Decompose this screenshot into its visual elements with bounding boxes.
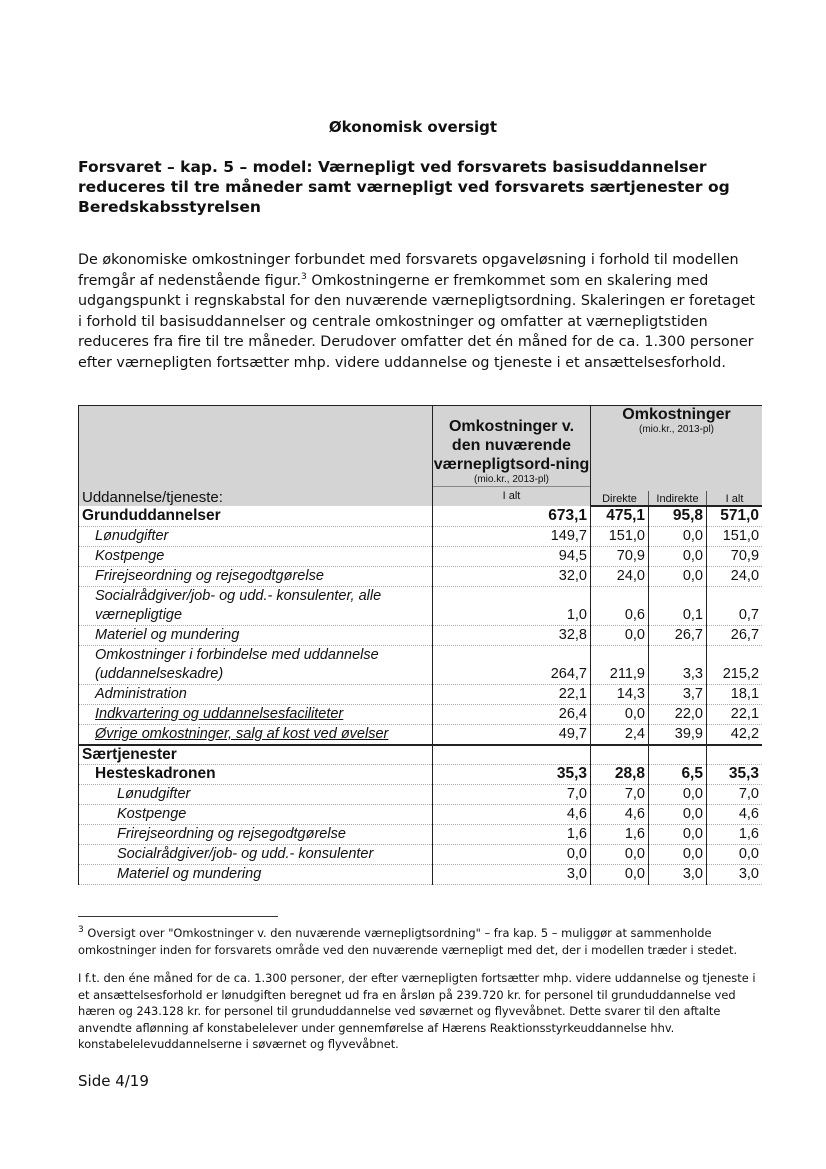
- cell-total: 22,1: [707, 704, 763, 724]
- cell-indirect: 3,3: [649, 645, 707, 684]
- cell-direct: 2,4: [591, 724, 649, 745]
- cell-indirect: 0,0: [649, 546, 707, 566]
- table-row: [79, 506, 763, 526]
- table-row: [79, 785, 763, 805]
- cell-direct: 1,6: [591, 825, 649, 845]
- cell-indirect: 0,0: [649, 785, 707, 805]
- header-model-title: Omkostninger: [622, 406, 731, 423]
- cell-total: 42,2: [707, 724, 763, 745]
- cell-current: 673,1: [433, 506, 591, 526]
- cell-indirect: 3,7: [649, 684, 707, 704]
- cell-indirect: 26,7: [649, 625, 707, 645]
- cell-direct: 0,0: [591, 845, 649, 865]
- cell-direct: 24,0: [591, 566, 649, 586]
- cell-total: 4,6: [707, 805, 763, 825]
- table-row: [79, 704, 763, 724]
- cell-total: 151,0: [707, 526, 763, 546]
- page-number: Side 4/19: [78, 1072, 149, 1090]
- cell-direct: 0,0: [591, 865, 649, 885]
- cell-indirect: 22,0: [649, 704, 707, 724]
- body-text-a: De økonomiske omkostninger forbundet med forsvarets opgaveløsning i forhold til modellen fremgår af nedenstående figur.: [78, 252, 739, 289]
- cell-direct: 4,6: [591, 805, 649, 825]
- cell-direct: 475,1: [591, 506, 649, 526]
- row-label: Materiel og mundering: [79, 625, 433, 645]
- cell-current: 32,8: [433, 625, 591, 645]
- cell-direct: 14,3: [591, 684, 649, 704]
- cell-total: 18,1: [707, 684, 763, 704]
- footnote-2: I f.t. den éne måned for de ca. 1.300 personer, der efter værnepligten fortsætter mhp. videre uddannelse og tjeneste i et ansættelsesforhold er lønudgiften beregnet ud fra en årsløn på 239.720 kr. for personel til grunduddannelse ved hæren og 243.128 kr. for personel til grunduddannelse ved søværnet og flyvevåbnet. Dette svarer til den aftalte anvendte aflønning af konstabelelever under gennemførelse af Hærens Reaktionsstyrkeuddannelse hhv. konstabelelevuddannelserne i søværnet og flyvevåbnet.: [78, 971, 756, 1051]
- table-row: [79, 625, 763, 645]
- cell-current: 4,6: [433, 805, 591, 825]
- table-row: [79, 645, 763, 684]
- cell-current: 94,5: [433, 546, 591, 566]
- cell-total: 70,9: [707, 546, 763, 566]
- cell-current: 26,4: [433, 704, 591, 724]
- row-label: Materiel og mundering: [79, 865, 433, 885]
- row-label: Administration: [79, 684, 433, 704]
- cell-indirect: 0,0: [649, 566, 707, 586]
- cell-current: 22,1: [433, 684, 591, 704]
- cell-current: [433, 745, 591, 765]
- table-row: [79, 586, 763, 625]
- row-label: Frirejseordning og rejsegodtgørelse: [79, 566, 433, 586]
- cell-total: 0,0: [707, 845, 763, 865]
- footnote-ref[interactable]: 3: [301, 271, 307, 282]
- table-row: [79, 865, 763, 885]
- cell-indirect: 0,0: [649, 845, 707, 865]
- row-label: Socialrådgiver/job- og udd.- konsulenter, alle værnepligtige: [79, 586, 433, 625]
- footnote-divider: [78, 916, 278, 917]
- cell-direct: [591, 745, 649, 765]
- footnote-1-text: Oversigt over "Omkostninger v. den nuværende værnepligtsordning" – fra kap. 5 – muliggør at sammenholde omkostninger inden for forsvarets område ved den nuværende værnepligt med det, der i modellen træder i stedet.: [78, 926, 738, 957]
- page-title: Økonomisk oversigt: [328, 118, 498, 136]
- cell-direct: 0,0: [591, 625, 649, 645]
- cell-current: 149,7: [433, 526, 591, 546]
- row-label: Kostpenge: [79, 805, 433, 825]
- header-indirect: Indirekte: [649, 491, 707, 506]
- row-label: Øvrige omkostninger, salg af kost ved øvelser: [79, 724, 433, 745]
- cell-total: 0,7: [707, 586, 763, 625]
- table-row: [79, 546, 763, 566]
- cell-total: 215,2: [707, 645, 763, 684]
- row-label: Omkostninger i forbindelse med uddannelse (uddannelseskadre): [79, 645, 433, 684]
- cell-direct: 70,9: [591, 546, 649, 566]
- table-row: [79, 566, 763, 586]
- header-current-costs: [433, 406, 591, 507]
- cell-indirect: 0,0: [649, 526, 707, 546]
- cell-current: 1,0: [433, 586, 591, 625]
- row-label: Lønudgifter: [79, 526, 433, 546]
- cell-indirect: 3,0: [649, 865, 707, 885]
- cell-current: 35,3: [433, 765, 591, 785]
- footnote-1: [78, 925, 758, 958]
- row-label: Grunduddannelser: [79, 506, 433, 526]
- header-current-unit: (mio.kr., 2013-pl): [473, 474, 550, 485]
- cell-direct: 151,0: [591, 526, 649, 546]
- table-row: [79, 845, 763, 865]
- row-label: Indkvartering og uddannelsesfaciliteter: [79, 704, 433, 724]
- cost-table: [78, 405, 762, 885]
- table-row: [79, 526, 763, 546]
- cell-direct: 211,9: [591, 645, 649, 684]
- cell-current: 3,0: [433, 865, 591, 885]
- header-total: I alt: [707, 491, 763, 506]
- header-current-title: Omkostninger v. den nuværende værnepligtsord-ning: [433, 418, 590, 473]
- cell-current: 1,6: [433, 825, 591, 845]
- cell-current: 0,0: [433, 845, 591, 865]
- row-label: Hesteskadronen: [79, 765, 433, 785]
- cell-indirect: 0,0: [649, 825, 707, 845]
- header-model-costs: [591, 406, 763, 492]
- cell-total: 1,6: [707, 825, 763, 845]
- table-row: [79, 765, 763, 785]
- cell-total: 24,0: [707, 566, 763, 586]
- cell-indirect: [649, 745, 707, 765]
- cell-current: 49,7: [433, 724, 591, 745]
- cell-current: 7,0: [433, 785, 591, 805]
- header-education-service: Uddannelse/tjeneste:: [79, 406, 433, 507]
- header-model-unit: (mio.kr., 2013-pl): [638, 424, 715, 435]
- cell-total: 3,0: [707, 865, 763, 885]
- header-direct: Direkte: [591, 491, 649, 506]
- table-row: [79, 724, 763, 745]
- cell-indirect: 39,9: [649, 724, 707, 745]
- cell-total: 26,7: [707, 625, 763, 645]
- cell-current: 32,0: [433, 566, 591, 586]
- cell-direct: 0,6: [591, 586, 649, 625]
- header-current-total: I alt: [433, 486, 590, 506]
- table-row: [79, 745, 763, 765]
- row-label: Kostpenge: [79, 546, 433, 566]
- table-row: [79, 684, 763, 704]
- body-paragraph: [78, 250, 762, 373]
- cell-indirect: 0,0: [649, 805, 707, 825]
- row-label: Socialrådgiver/job- og udd.- konsulenter: [79, 845, 433, 865]
- section-title: Forsvaret – kap. 5 – model: Værnepligt ved forsvarets basisuddannelser reduceres til tre måneder samt værnepligt ved forsvarets særtjenester og Beredskabsstyrelsen: [78, 158, 730, 216]
- cell-total: [707, 745, 763, 765]
- cell-total: 35,3: [707, 765, 763, 785]
- cell-current: 264,7: [433, 645, 591, 684]
- row-label: Særtjenester: [79, 745, 433, 765]
- cell-direct: 28,8: [591, 765, 649, 785]
- footnote-number: 3: [78, 925, 84, 936]
- cell-total: 7,0: [707, 785, 763, 805]
- cell-direct: 7,0: [591, 785, 649, 805]
- cell-total: 571,0: [707, 506, 763, 526]
- cell-indirect: 0,1: [649, 586, 707, 625]
- cell-direct: 0,0: [591, 704, 649, 724]
- row-label: Lønudgifter: [79, 785, 433, 805]
- cell-indirect: 95,8: [649, 506, 707, 526]
- table-row: [79, 805, 763, 825]
- body-text-b: Omkostningerne er fremkommet som en skalering med udgangspunkt i regnskabstal for den nuværende værnepligtsordning. Skaleringen er foretaget i forhold til basisuddannelser og centrale omkostninger og omfatter at værnepligtstiden reduceres fra fire til tre måneder. Derudover omfatter det én måned for de ca. 1.300 personer efter værnepligten fortsætter mhp. videre uddannelse og tjeneste i et ansættelsesforhold.: [78, 272, 756, 371]
- row-label: Frirejseordning og rejsegodtgørelse: [79, 825, 433, 845]
- cell-indirect: 6,5: [649, 765, 707, 785]
- table-row: [79, 825, 763, 845]
- cost-table-container: [78, 405, 762, 887]
